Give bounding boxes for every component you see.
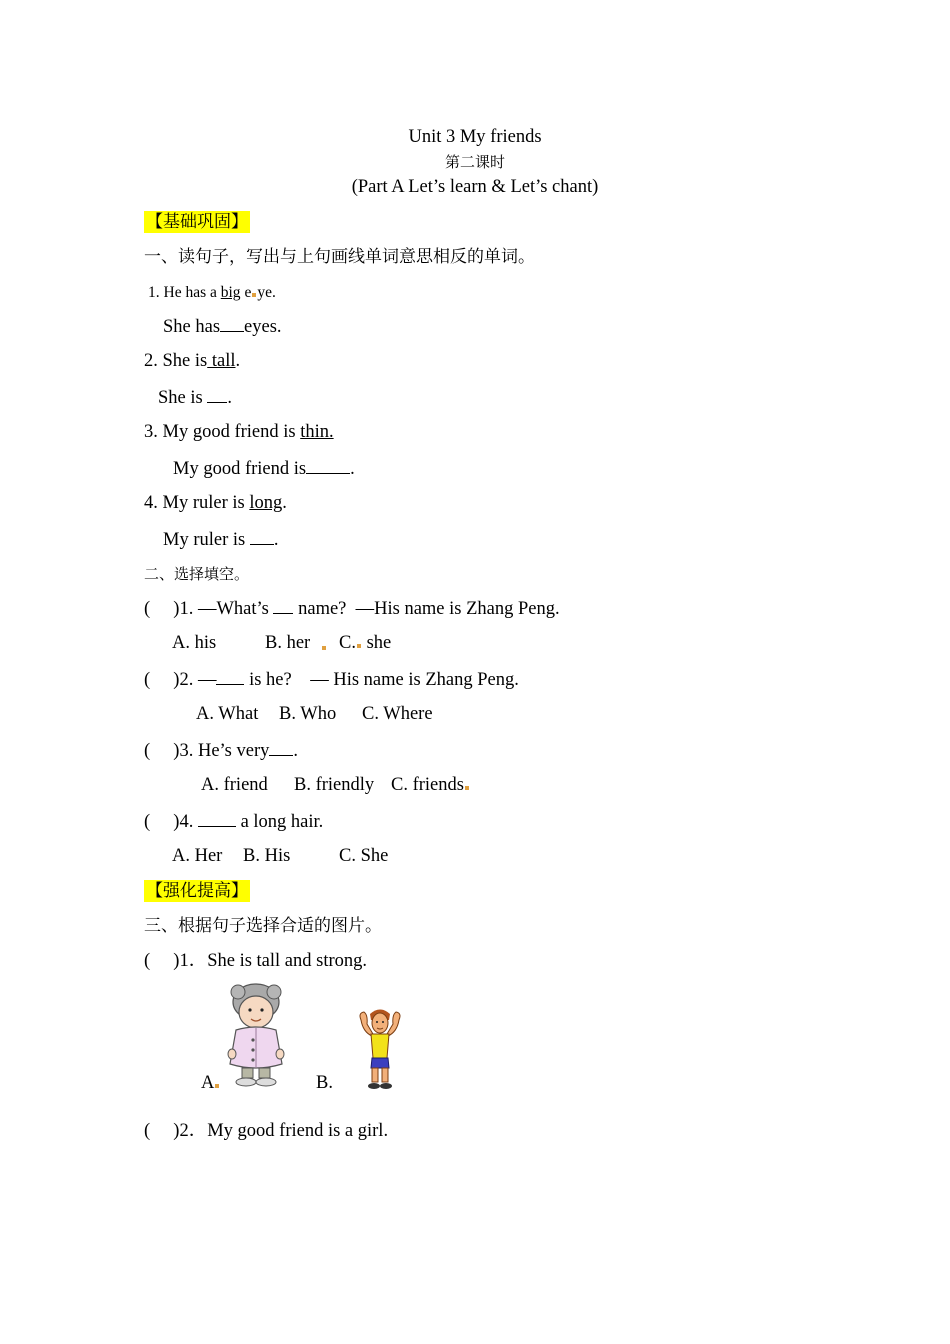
picture-a-label[interactable]: A [201,1071,220,1095]
answer-blank[interactable] [269,738,293,756]
answer-1-3: My good friend is . [173,456,355,481]
option-2-3-a[interactable]: A. friend [201,775,268,795]
question-3-2: ( )2．My good friend is a girl. [144,1121,389,1141]
answer-blank[interactable] [220,314,244,332]
dot-mark [252,293,256,297]
option-2-3-b[interactable]: B. friendly [294,775,375,795]
question-1-2: 2. She is tall. [144,351,241,371]
strong-man-picture[interactable] [355,1006,405,1090]
answer-1-1: She has eyes. [163,314,282,339]
dot-mark [322,646,326,650]
option-2-2-b[interactable]: B. Who [279,704,337,724]
answer-blank[interactable] [306,456,350,474]
lesson-label: 第二课时 [444,153,505,171]
question-1-1: 1. He has a big e ye. [148,284,276,301]
question-2-4: ( )4. a long hair. [144,809,323,834]
question-2-1: ( )1. —What’s name? —His name is Zhang Peng. [144,596,560,621]
dot-mark [465,786,469,790]
page-subtitle: (Part A Let’s learn & Let’s chant) [351,177,599,197]
section1-heading: 一、读句子，写出与上句画线单词意思相反的单词。 [144,247,535,267]
answer-1-4: My ruler is . [163,527,278,552]
section-tag-basic: 【基础巩固】 [146,212,248,232]
question-2-2: ( )2. — is he? — His name is Zhang Peng. [144,667,519,692]
section3-heading: 三、根据句子选择合适的图片。 [144,916,382,936]
option-2-2-a[interactable]: A. What [196,704,259,724]
option-2-4-c[interactable]: C. She [339,846,389,866]
option-2-1-b[interactable]: B. her [265,633,311,653]
answer-blank[interactable] [207,385,227,403]
answer-blank[interactable] [216,667,244,685]
question-1-3: 3. My good friend is thin. [144,422,334,442]
dot-mark [215,1084,219,1088]
option-2-1-c[interactable]: C. she [339,633,392,653]
old-woman-picture[interactable] [222,982,290,1088]
page-title: Unit 3 My friends [408,127,542,147]
answer-blank[interactable] [250,527,274,545]
question-1-4: 4. My ruler is long. [144,493,287,513]
option-2-1-a[interactable]: A. his [172,633,217,653]
question-3-1: ( )1．She is tall and strong. [144,951,368,971]
option-2-3-c[interactable]: C. friends [391,773,470,797]
answer-blank[interactable] [273,596,293,614]
dot-mark [357,644,361,648]
question-2-3: ( )3. He’s very . [144,738,298,763]
option-2-4-a[interactable]: A. Her [172,846,223,866]
answer-blank[interactable] [198,809,236,827]
option-2-2-c[interactable]: C. Where [362,704,433,724]
option-2-4-b[interactable]: B. His [243,846,291,866]
answer-1-2: She is . [158,385,232,410]
section-tag-advanced: 【强化提高】 [146,881,248,901]
picture-b-label[interactable]: B. [316,1073,333,1093]
section2-heading: 二、选择填空。 [144,565,250,583]
